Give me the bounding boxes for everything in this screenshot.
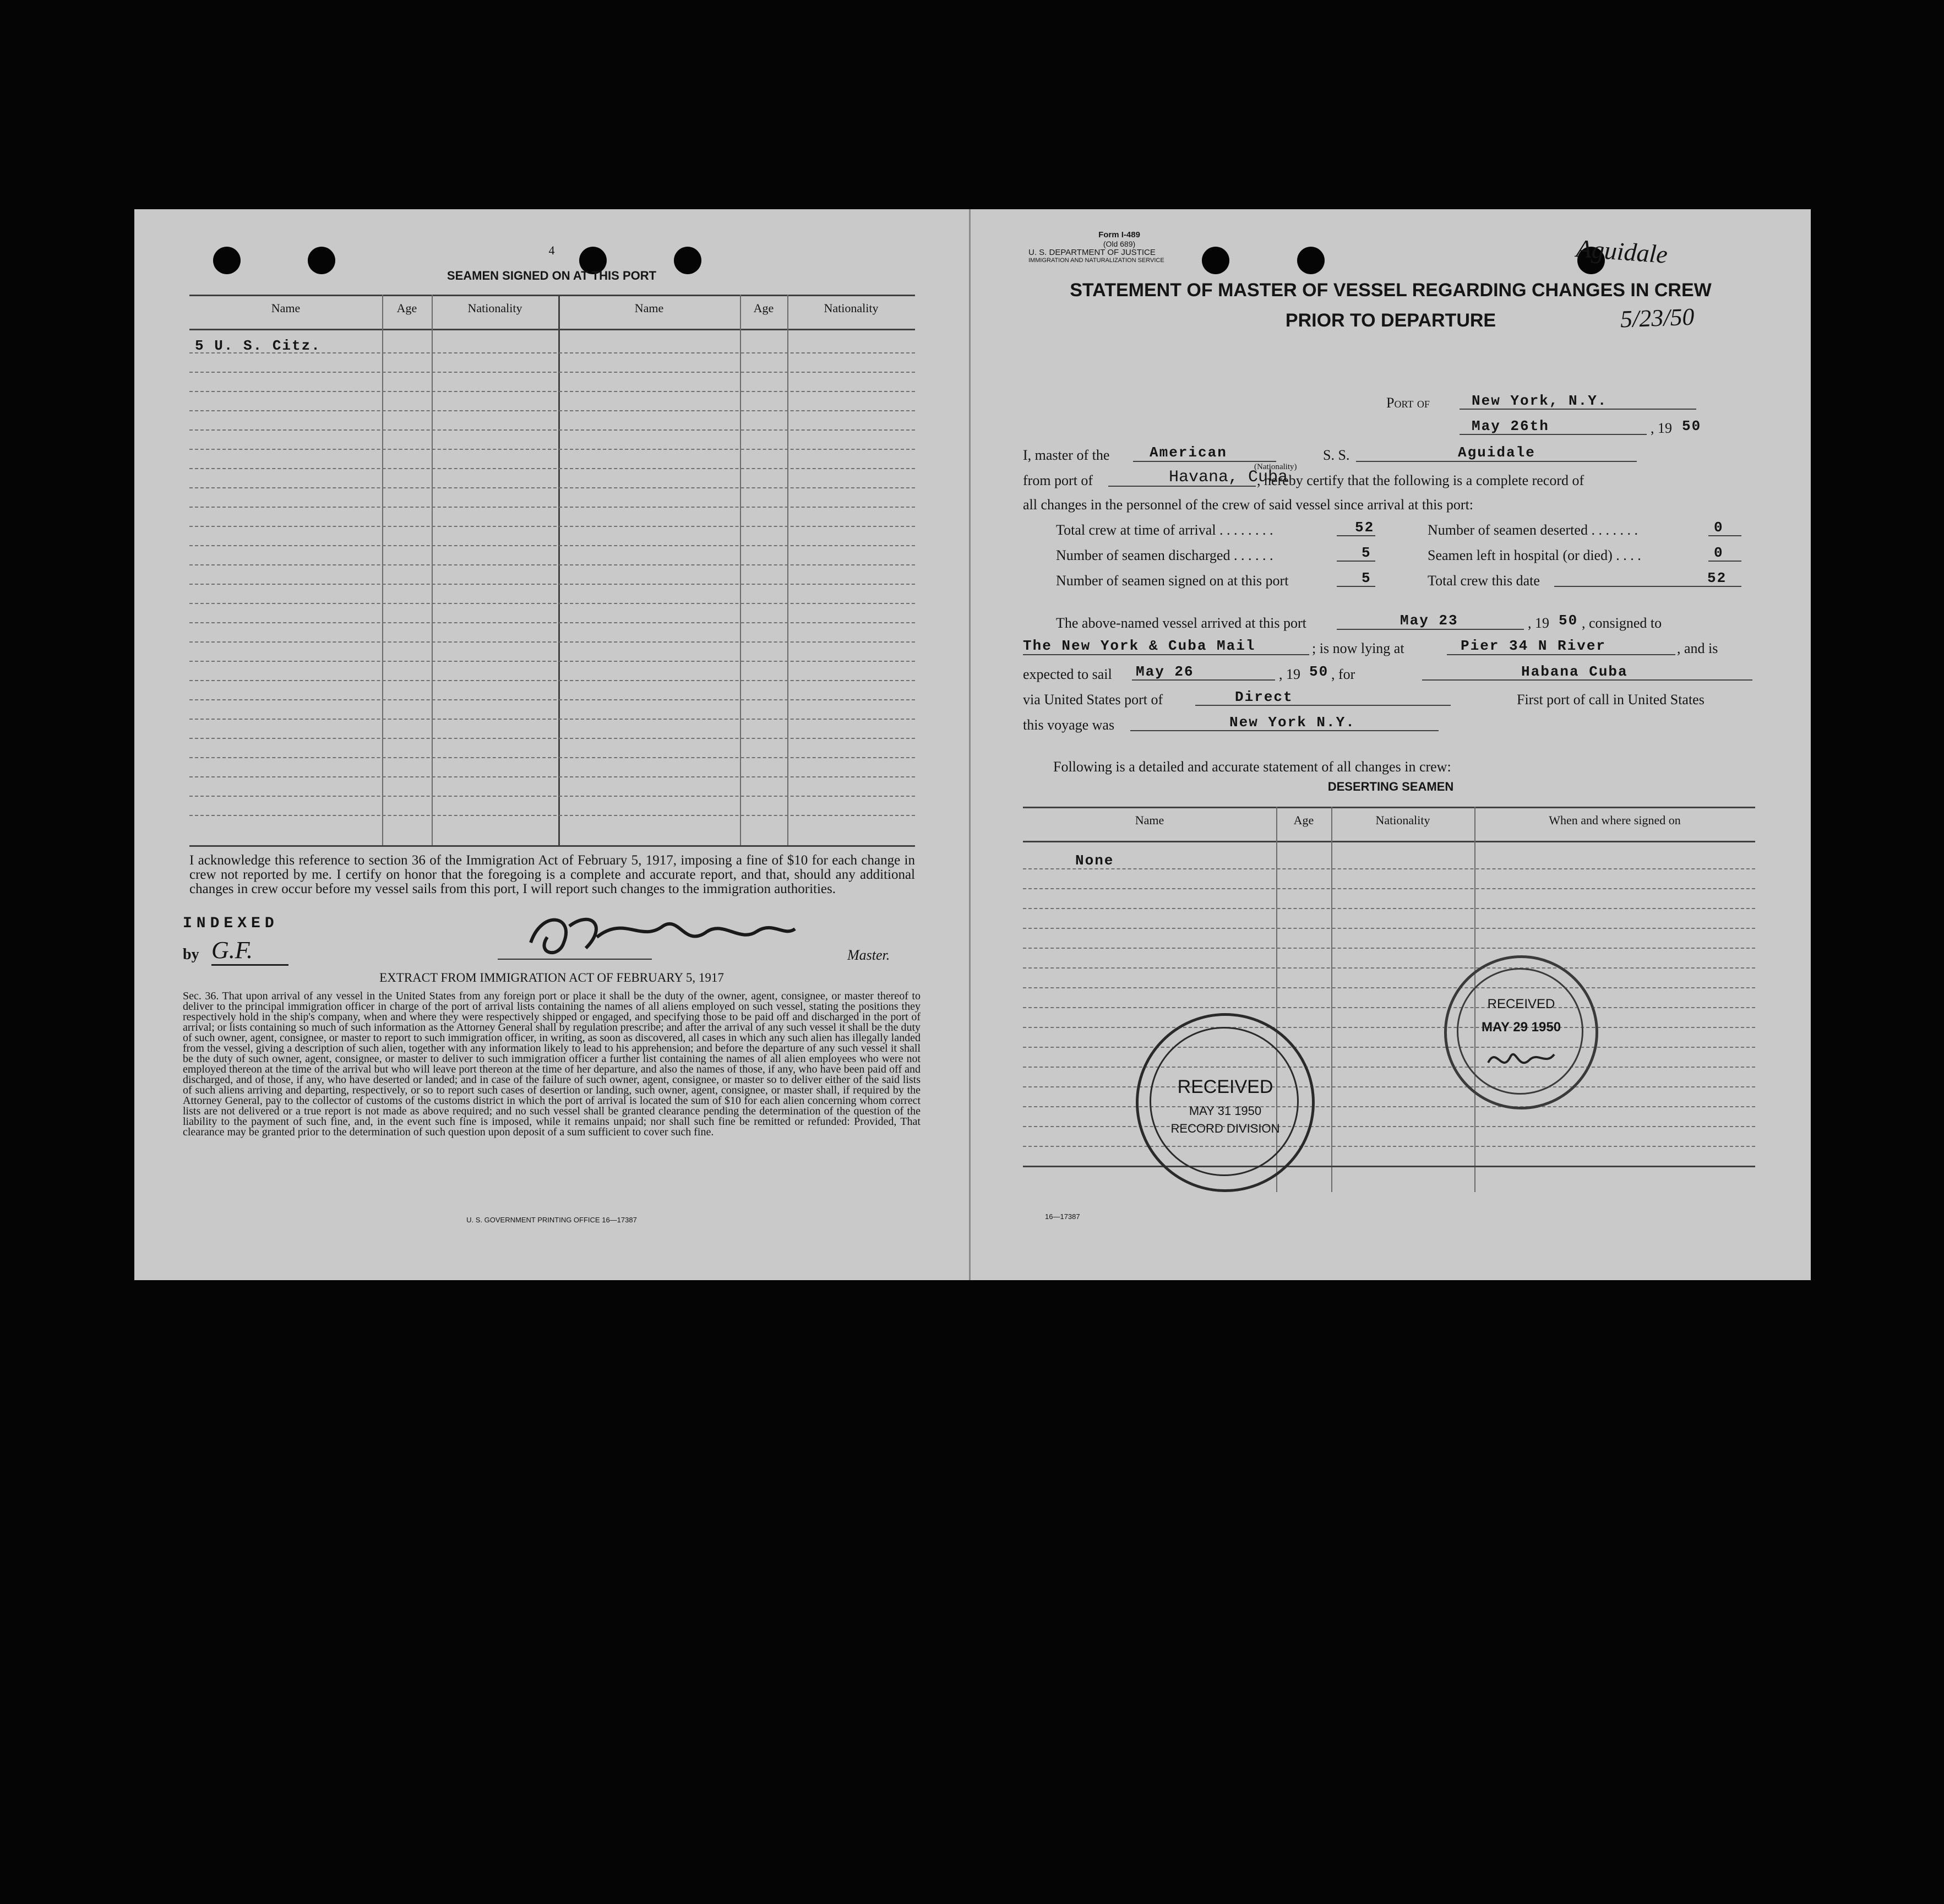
column-header: Age [1293,813,1314,827]
left-page [134,209,969,1280]
via-value: Direct [1235,689,1293,705]
received-stamp-date: MAY 31 1950 [1189,1104,1262,1118]
form-subtitle: PRIOR TO DEPARTURE [1285,310,1496,331]
handwritten-date-note: 5/23/50 [1620,303,1695,333]
certify-text: , hereby certify that the following is a complete record of [1257,472,1584,488]
stat-value-signed-on: 5 [1362,570,1371,586]
column-header: Nationality [824,301,879,315]
expected-label: expected to sail [1023,666,1112,682]
punch-hole [1202,247,1229,274]
nationality-caption: (Nationality) [1254,463,1297,471]
column-header: Age [753,301,774,315]
indexed-by-label: by [183,946,199,963]
stat-value-deserted: 0 [1714,519,1724,536]
certify-text-2: all changes in the personnel of the crew of said vessel since arrival at this port: [1023,497,1474,513]
port-value: New York, N.Y. [1472,393,1608,409]
stat-value-hospital: 0 [1714,545,1724,561]
consigned-label: , consigned to [1582,615,1662,631]
column-header: Nationality [467,301,522,315]
deserting-seamen-table [1023,807,1755,1192]
column-header: Name [634,301,664,315]
destination: Habana Cuba [1521,663,1628,680]
stat-label-signed-on: Number of seamen signed on at this port [1056,573,1289,589]
received-stamp-division: RECORD DIVISION [1170,1122,1280,1135]
voyage-value: New York N.Y. [1229,714,1355,731]
received-stamp [1136,1013,1315,1192]
and-is-label: , and is [1677,640,1718,656]
port-received-stamp [1444,955,1598,1109]
footer-code: 16—17387 [1045,1212,1080,1221]
column-header: When and where signed on [1549,813,1681,827]
year-value: 50 [1682,418,1702,434]
for-label: , for [1331,666,1355,682]
following-text: Following is a detailed and accurate statement of all changes in crew: [1053,759,1451,775]
punch-hole [1297,247,1325,274]
year-prefix: , 19 [1651,420,1672,436]
stat-label-deserted: Number of seamen deserted . . . . . . . [1428,522,1638,538]
stat-label-total-date: Total crew this date [1428,573,1540,589]
stat-label-discharged: Number of seamen discharged . . . . . . [1056,547,1273,563]
indexed-by-initials: G.F. [211,936,288,966]
form-old-number: (Old 689) [1103,240,1136,248]
lying-label: ; is now lying at [1312,640,1404,656]
stat-value-total-arrival: 52 [1355,519,1375,536]
left-heading: SEAMEN SIGNED ON AT THIS PORT [446,269,657,282]
lying-at: Pier 34 N River [1461,638,1607,654]
deserting-heading: DESERTING SEAMEN [1327,780,1454,793]
right-page [969,209,1811,1280]
master-signature [498,904,806,970]
from-port-label: from port of [1023,472,1093,488]
port-stamp-label: RECEIVED [1487,997,1555,1011]
sail-date: May 26 [1136,663,1194,680]
from-port-value: Havana, Cuba [1169,468,1288,487]
column-header: Age [396,301,417,315]
arrived-label: The above-named vessel arrived at this port [1056,615,1306,631]
vessel-name: Aguidale [1458,444,1535,461]
extract-text: Sec. 36. That upon arrival of any vessel in the United States from any foreign port or place it shall be the duty of the owner, agent, consignee, or master thereof to deliver to the principal immigration officer in charge of the port of arrival lists containing the names of all aliens employed on such vessel, stating the positions they respectively hold in the ship's company, when and where they were respectively shipped or engaged, and specifying those to be paid off and discharged in the port of arrival; or lists containing so much of such information as the Attorney General shall by regulation prescribe; and after the arrival of any such vessel it shall be the duty of such owner, agent, consignee, or master to report to such immigration officer, in writing, as soon as discovered, all cases in which any such alien has illegally landed from the vessel, giving a description of such alien, together with any information likely to lead to his apprehension; and before the departure of any such vessel it shall be the duty of such owner, agent, consignee, or master to deliver to such immigration officer a further list containing the names of all alien employees who were not employed thereon at the time of the arrival but who will leave port thereon at the time of her departure, and also the names of those, if any, who have been paid off and discharged, and of those, if any, who have deserted or landed; and in case of the failure of such owner, agent, consignee, or master so to deliver either of the said lists of such aliens arriving and departing, respectively, or so to report such cases of desertion or landing, such owner, agent, consignee, or master shall, if required by the Attorney General, pay to the collector of customs of the customs district in which the port of arrival is located the sum of $10 for each alien concerning whom correct lists are not delivered or a true report is not made as above required; and no such vessel shall be granted clearance pending the determination of the question of the liability to the payment of such fine, and, in the event such fine is imposed, while it remains unpaid; nor shall such fine be remitted or refunded: Provided, That clearance may be granted prior to the determination of such question upon deposit of a sum sufficient to cover such fine. [183,990,921,1138]
form-title: STATEMENT OF MASTER OF VESSEL REGARDING CHANGES IN CREW [1070,280,1712,301]
acknowledgment-text: I acknowledge this reference to section 36 of the Immigration Act of February 5, 1917, imposing a fine of $10 for each change in crew not reported by me. I certify on honor that the foregoing is a complete and accurate report, and that, should any additional changes in crew occur before my vessel sails from this port, I will report such changes to the immigration authorities. [189,853,915,896]
sail-year-prefix: , 19 [1279,666,1300,682]
stamp-initials [1485,1041,1557,1079]
service-name: IMMIGRATION AND NATURALIZATION SERVICE [1028,257,1164,264]
statement-date: May 26th [1472,418,1549,434]
received-stamp-label: RECEIVED [1177,1076,1273,1097]
stat-label-total-arrival: Total crew at time of arrival . . . . . . . . [1056,522,1273,538]
port-label: Port of [1386,395,1430,411]
signed-on-table [189,295,915,845]
consignee: The New York & Cuba Mail [1023,638,1256,654]
voyage-label: this voyage was [1023,717,1115,733]
via-label: via United States port of [1023,692,1163,708]
port-stamp-date: MAY 29 1950 [1481,1020,1561,1035]
column-header: Name [1135,813,1164,827]
page-number: 4 [548,243,555,257]
master-of-label: I, master of the [1023,447,1110,463]
extract-heading: EXTRACT FROM IMMIGRATION ACT OF FEBRUARY 5, 1917 [379,971,724,984]
department-name: U. S. DEPARTMENT OF JUSTICE [1028,248,1156,257]
stat-label-hospital: Seamen left in hospital (or died) . . . . [1428,547,1641,563]
ss-label: S. S. [1323,447,1350,463]
stat-value-discharged: 5 [1362,545,1371,561]
column-header: Nationality [1375,813,1430,827]
master-label: Master. [847,947,890,963]
sail-year: 50 [1309,663,1329,680]
arrived-date: May 23 [1400,612,1458,629]
signed-on-entry: 5 U. S. Citz. [195,338,321,354]
printing-office-line: U. S. GOVERNMENT PRINTING OFFICE 16—17387 [466,1216,637,1224]
stat-value-total-date: 52 [1707,570,1727,586]
column-header: Name [271,301,301,315]
first-port-label: First port of call in United States [1517,692,1705,708]
indexed-label: INDEXED [183,915,279,932]
vessel-nationality: American [1150,444,1227,461]
form-number: Form I-489 [1098,230,1140,240]
arrived-year-prefix: , 19 [1528,615,1549,631]
arrived-year: 50 [1559,612,1578,629]
deserting-entry: None [1075,852,1114,869]
handwritten-ship-note: Aguidale [1575,234,1669,269]
